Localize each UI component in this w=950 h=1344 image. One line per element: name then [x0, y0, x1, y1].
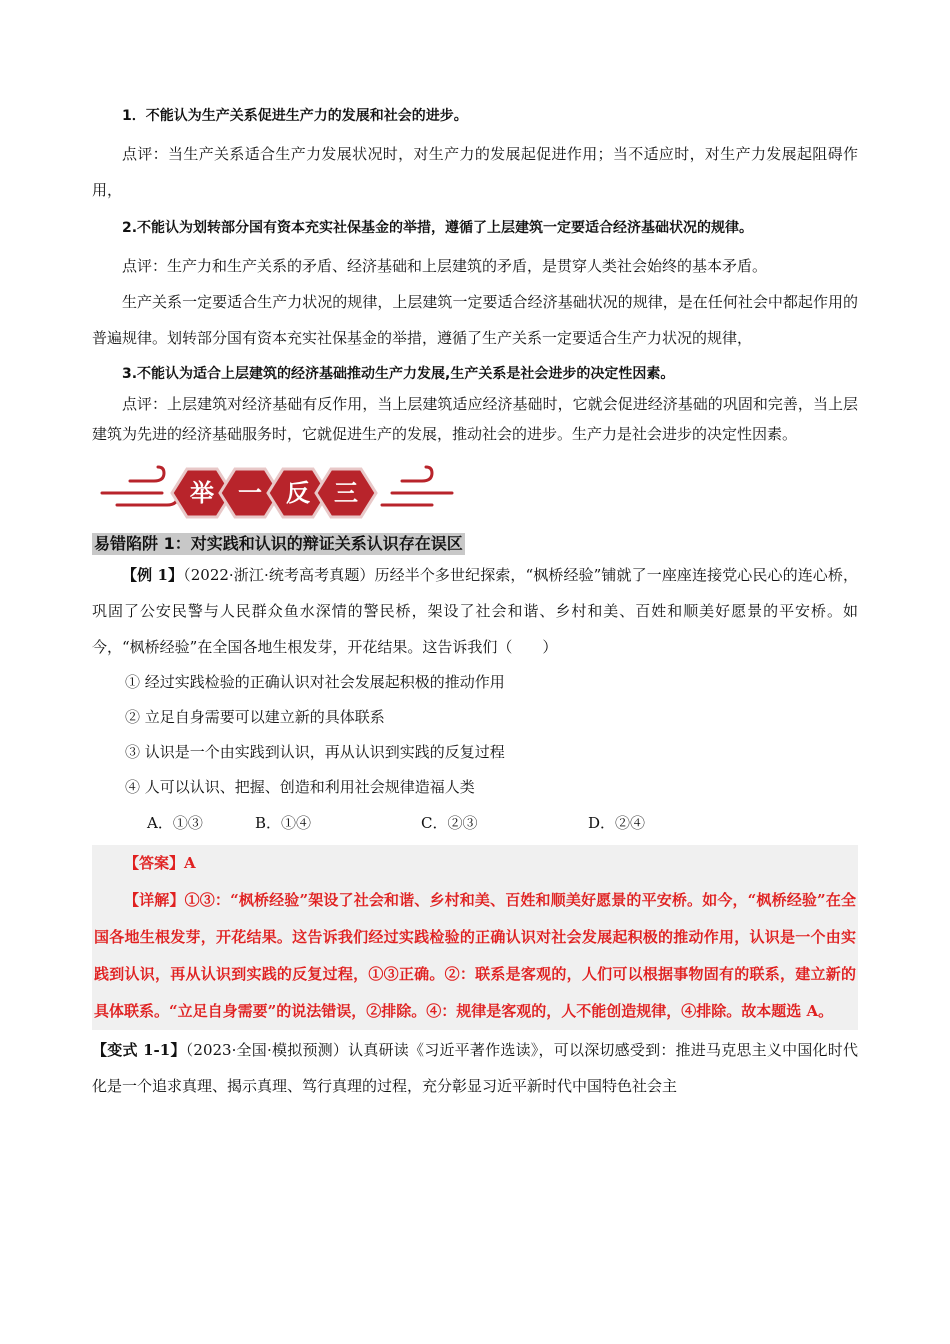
point-3-comment: 点评：上层建筑对经济基础有反作用，当上层建筑适应经济基础时，它就会促进经济基础的巩固和完善，当上层建筑为先进的经济基础服务时，它就促进生产的发展，推动社会的进步。生产力是社会进步的决定性因素。	[92, 395, 858, 443]
variant-tag: 【变式 1-1】	[92, 1041, 186, 1059]
option-1: ① 经过实践检验的正确认识对社会发展起积极的推动作用	[125, 673, 505, 691]
example-text: （2022·浙江·统考高考真题）历经半个多世纪探索，“枫桥经验”铺就了一座座连接党心民心的连心桥，巩固了公安民警与人民群众鱼水深情的警民桥，架设了社会和谐、乡村和美、百姓和顺美好愿景的平安桥。如今，“枫桥经验”在全国各地生根发芽，开花结果。这告诉我们（ ）	[92, 566, 858, 656]
option-4: ④ 人可以认识、把握、创造和利用社会规律造福人类	[125, 778, 475, 796]
point-1-comment: 点评：当生产关系适合生产力发展状况时，对生产力的发展起促进作用；当不适应时，对生产力发展起阻碍作用，	[92, 145, 858, 199]
banner-char-3: 反	[286, 479, 310, 507]
choice-b: B．①④	[255, 814, 312, 832]
point-2-comment: 点评：生产力和生产关系的矛盾、经济基础和上层建筑的矛盾，是贯穿人类社会始终的基本矛盾。	[122, 257, 768, 275]
choice-d: D．②④	[588, 814, 646, 832]
answer-choices	[92, 805, 858, 841]
answer-box	[92, 845, 858, 1030]
banner-char-2: 一	[238, 479, 262, 507]
example-1	[92, 557, 858, 665]
detail-tag: 【详解】	[124, 891, 185, 909]
banner-ju-yi-fan-san	[92, 453, 858, 533]
option-2: ② 立足自身需要可以建立新的具体联系	[125, 708, 385, 726]
choice-c: C．②③	[421, 814, 478, 832]
choice-a: A．①③	[147, 814, 203, 832]
banner-char-4: 三	[334, 479, 358, 507]
answer-detail	[94, 882, 856, 1030]
document-page	[92, 98, 858, 1104]
point-1-statement: 1．不能认为生产关系促进生产力的发展和社会的进步。	[122, 108, 468, 124]
variant-text: （2023·全国·模拟预测）认真研读《习近平著作选读》，可以深切感受到：推进马克思主义中国化时代化是一个追求真理、揭示真理、笃行真理的过程，充分彰显习近平新时代中国特色社会主	[92, 1041, 858, 1095]
point-3-statement: 3.不能认为适合上层建筑的经济基础推动生产力发展,生产关系是社会进步的决定性因素。	[122, 366, 675, 382]
banner-chars	[92, 453, 858, 533]
example-tag: 【例 1】	[122, 566, 184, 584]
variant-1-1	[92, 1032, 858, 1104]
point-2-comment-2: 生产关系一定要适合生产力状况的规律，上层建筑一定要适合经济基础状况的规律，是在任何社会中都起作用的普遍规律。划转部分国有资本充实社保基金的举措，遵循了生产关系一定要适合生产力状况的规律，	[92, 293, 858, 347]
detail-text: ①③：“枫桥经验”架设了社会和谐、乡村和美、百姓和顺美好愿景的平安桥。如今，“枫桥经验”在全国各地生根发芽，开花结果。这告诉我们经过实践检验的正确认识对社会发展起积极的推动作用，认识是一个由实践到认识，再从认识到实践的反复过程，①③正确。②：联系是客观的，人们可以根据事物固有的联系，建立新的具体联系。“立足自身需要”的说法错误，②排除。④：规律是客观的，人不能创造规律，④排除。故本题选 A。	[94, 891, 856, 1020]
option-3: ③ 认识是一个由实践到认识，再从认识到实践的反复过程	[125, 743, 505, 761]
banner-char-1: 举	[190, 479, 214, 507]
section-title: 易错陷阱 1：对实践和认识的辩证关系认识存在误区	[94, 534, 463, 553]
answer-line: 【答案】A	[124, 854, 196, 872]
point-2-statement: 2.不能认为划转部分国有资本充实社保基金的举措，遵循了上层建筑一定要适合经济基础状况的规律。	[122, 220, 754, 236]
